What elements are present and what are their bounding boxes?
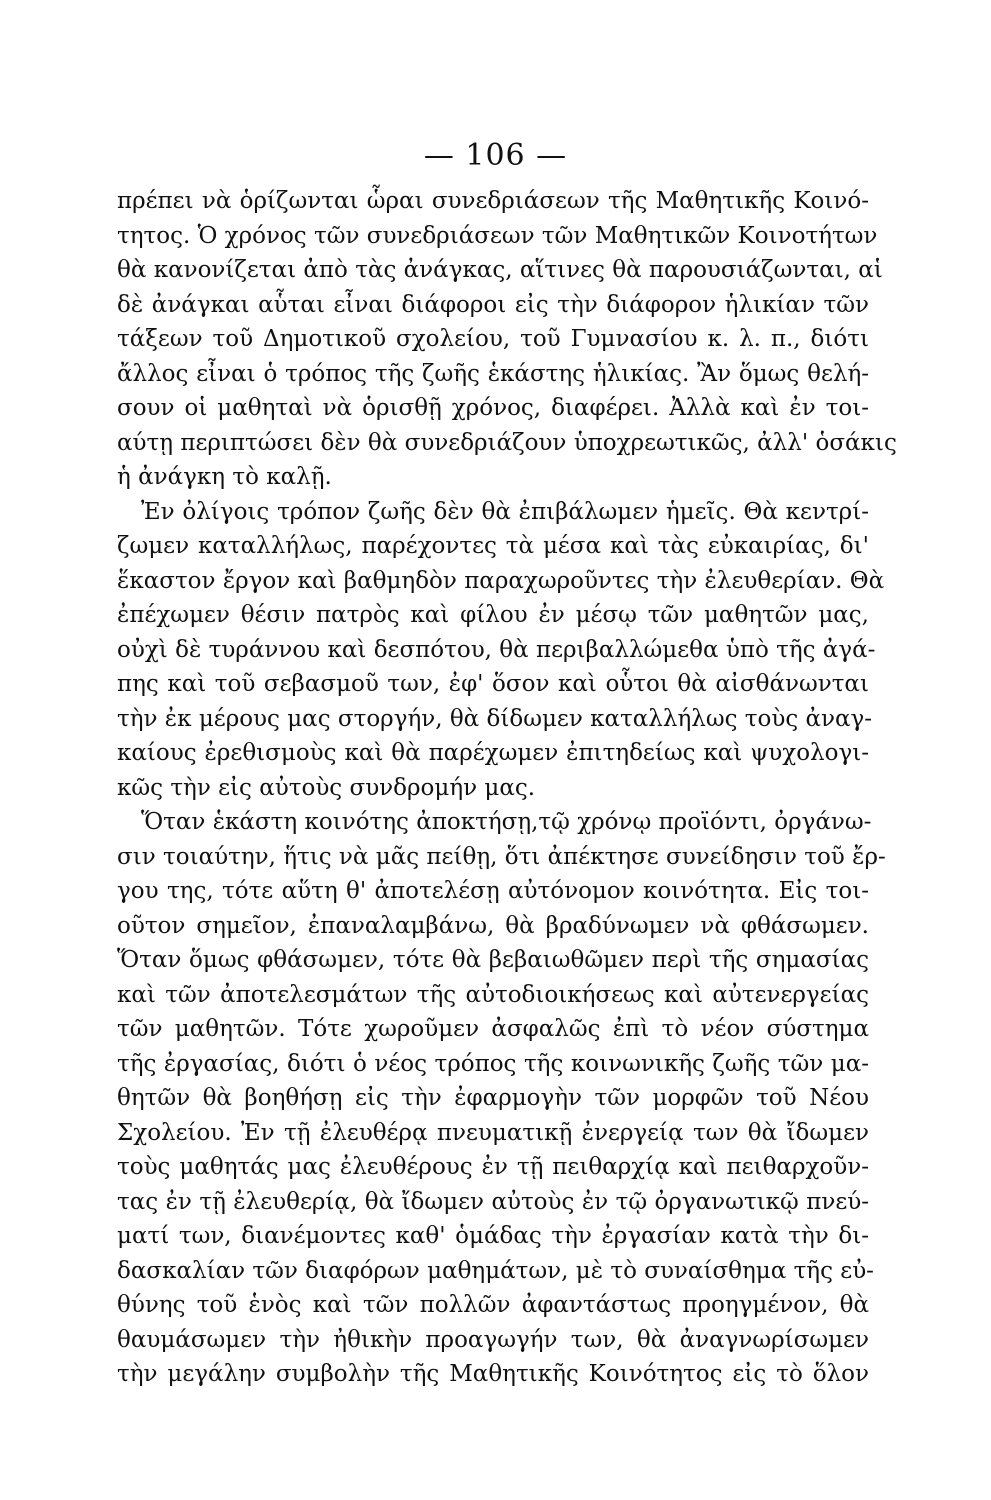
text-line: καὶ τῶν ἀποτελεσμάτων τῆς αὐτοδιοικήσεως καὶ αὐτενεργείας (117, 981, 869, 1008)
text-line: αύτῃ περιπτώσει δὲν θὰ συνεδριάζουν ὑποχρεωτικῶς, ἀλλ' ὁσάκις (117, 429, 897, 456)
text-line: δὲ ἀνάγκαι αὗται εἶναι διάφοροι εἰς τὴν διάφορον ἡλικίαν τῶν (117, 291, 869, 318)
text-line: κῶς τὴν εἰς αὐτοὺς συνδρομήν μας. (117, 774, 536, 801)
text-line: ζωμεν καταλλήλως, παρέχοντες τὰ μέσα καὶ τὰς εὐκαιρίας, δι' (117, 533, 869, 559)
text-line: θαυμάσωμεν τὴν ἠθικὴν προαγωγήν των, θὰ ἀναγνωρίσωμεν (117, 1326, 869, 1353)
text-line: σιν τοιαύτην, ἥτις νὰ μᾶς πείθῃ, ὅτι ἀπέκτησε συνείδησιν τοῦ ἔρ- (117, 843, 886, 870)
text-line: τας ἐν τῇ ἐλευθερίᾳ, θὰ ἴδωμεν αὐτοὺς ἐν τῷ ὀργανωτικῷ πνεύ- (117, 1188, 869, 1215)
text-line: ἄλλος εἶναι ὁ τρόπος τῆς ζωῆς ἑκάστης ἡλικίας. Ἂν ὅμως θελή- (117, 360, 869, 387)
text-line: γου της, τότε αὕτη θ' ἀποτελέσῃ αὐτόνομον κοινότητα. Εἰς τοι- (117, 878, 869, 904)
text-line: Ὅταν ὅμως φθάσωμεν, τότε θὰ βεβαιωθῶμεν περὶ τῆς σημασίας (117, 947, 869, 973)
text-line: σουν οἱ μαθηταὶ νὰ ὁρισθῇ χρόνος, διαφέρει. Ἀλλὰ καὶ ἐν τοι- (117, 395, 869, 421)
body-text (117, 184, 897, 1392)
text-line: τοὺς μαθητάς μας ἐλευθέρους ἐν τῇ πειθαρχίᾳ καὶ πειθαρχοῦν- (117, 1154, 869, 1180)
text-line: τῶν μαθητῶν. Τότε χωροῦμεν ἀσφαλῶς ἐπὶ τὸ νέον σύστημα (117, 1016, 869, 1042)
text-line: τὴν μεγάλην συμβολὴν τῆς Μαθητικῆς Κοινότητος εἰς τὸ ὅλον (117, 1361, 869, 1387)
text-line: ἐπέχωμεν θέσιν πατρὸς καὶ φίλου ἐν μέσῳ τῶν μαθητῶν μας, (117, 602, 869, 628)
text-line: τητος. Ὁ χρόνος τῶν συνεδριάσεων τῶν Μαθητικῶν Κοινοτήτων (117, 222, 878, 249)
text-line: τάξεων τοῦ Δημοτικοῦ σχολείου, τοῦ Γυμνασίου κ. λ. π., διότι (117, 326, 869, 352)
text-line: ἕκαστον ἔργον καὶ βαθμηδὸν παραχωροῦντες τὴν ἐλευθερίαν. Θὰ (117, 567, 885, 594)
text-line: θητῶν θὰ βοηθήσῃ εἰς τὴν ἐφαρμογὴν τῶν μορφῶν τοῦ Νέου (117, 1085, 869, 1111)
text-line: ἡ ἀνάγκη τὸ καλῇ. (117, 464, 332, 490)
text-line: ματί των, διανέμοντες καθ' ὁμάδας τὴν ἐργασίαν κατὰ τὴν δι- (117, 1223, 869, 1249)
text-line: Ὅταν ἑκάστη κοινότης ἀποκτήσῃ,τῷ χρόνῳ προϊόντι, ὀργάνω- (141, 809, 872, 835)
text-line: Σχολείου. Ἐν τῇ ἐλευθέρᾳ πνευματικῇ ἐνεργείᾳ των θὰ ἴδωμεν (117, 1119, 869, 1146)
text-line: πης καὶ τοῦ σεβασμοῦ των, ἐφ' ὅσον καὶ οὗτοι θὰ αἰσθάνωνται (117, 671, 869, 697)
text-line: δασκαλίαν τῶν διαφόρων μαθημάτων, μὲ τὸ συναίσθημα τῆς εὐ- (117, 1257, 874, 1284)
text-line: πρέπει νὰ ὁρίζωνται ὧραι συνεδριάσεων τῆς Μαθητικῆς Κοινό- (117, 188, 869, 214)
text-line: τὴν ἐκ μέρους μας στοργήν, θὰ δίδωμεν καταλλήλως τοὺς ἀναγ- (117, 705, 873, 732)
text-line: καίους ἐρεθισμοὺς καὶ θὰ παρέχωμεν ἐπιτηδείως καὶ ψυχολογι- (117, 740, 869, 766)
page-number: — 106 — (423, 138, 568, 173)
text-line: Ἐν ὀλίγοις τρόπον ζωῆς δὲν θὰ ἐπιβάλωμεν ἡμεῖς. Θὰ κεντρί- (141, 498, 869, 525)
text-line: θύνης τοῦ ἑνὸς καὶ τῶν πολλῶν ἀφαντάστως προηγμένον, θὰ (117, 1292, 869, 1318)
text-line: οὐχὶ δὲ τυράννου καὶ δεσπότου, θὰ περιβαλλώμεθα ὑπὸ τῆς ἀγά- (117, 636, 876, 663)
text-line: θὰ κανονίζεται ἀπὸ τὰς ἀνάγκας, αἵτινες θὰ παρουσιάζωνται, αἱ (117, 257, 883, 283)
text-line: οῦτον σημεῖον, ἐπαναλαμβάνω, θὰ βραδύνωμεν νὰ φθάσωμεν. (117, 912, 869, 939)
text-line: τῆς ἐργασίας, διότι ὁ νέος τρόπος τῆς κοινωνικῆς ζωῆς τῶν μα- (117, 1050, 869, 1077)
